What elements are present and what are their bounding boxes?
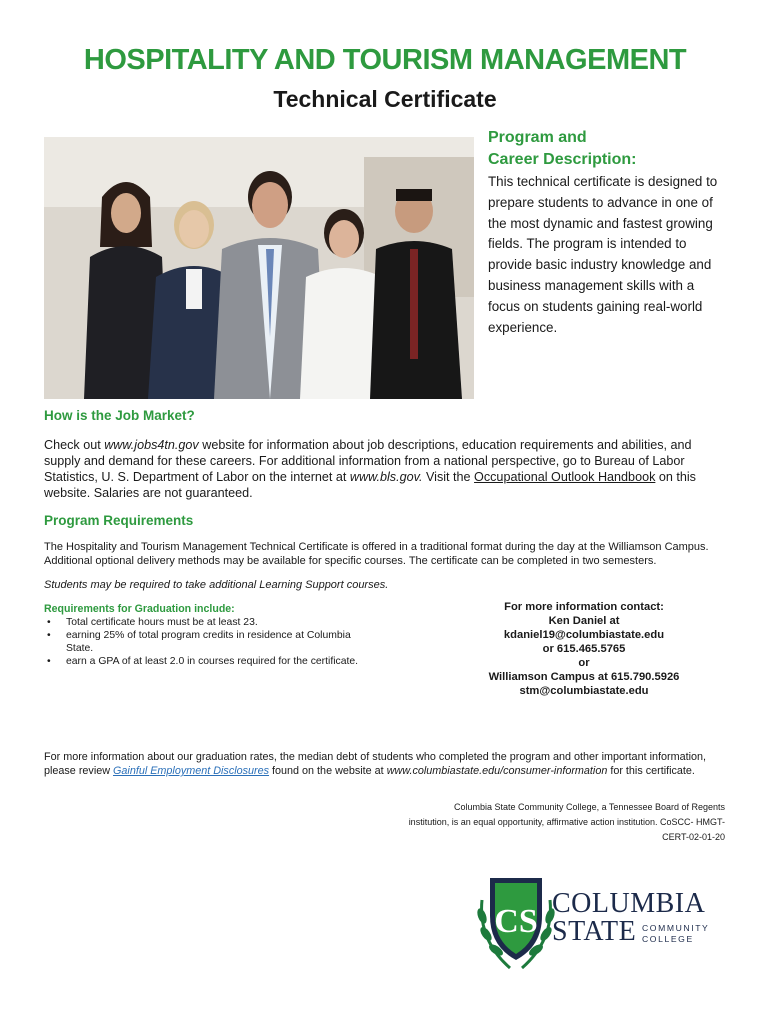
graduation-heading: Requirements for Graduation include: xyxy=(44,603,235,615)
occupational-outlook-handbook-link[interactable]: Occupational Outlook Handbook xyxy=(474,470,656,484)
contact-phone: or 615.465.5765 xyxy=(542,643,626,655)
job-market-heading: How is the Job Market? xyxy=(44,408,195,423)
job-market-text-4: on this website. Salaries are not guaranteed. xyxy=(44,470,696,500)
williamson-phone: Williamson Campus at 615.790.5926 xyxy=(488,671,680,683)
contact-name: Ken Daniel at xyxy=(548,615,620,627)
contact-block xyxy=(468,600,700,698)
learning-support-note: Students may be required to take additional Learning Support courses. xyxy=(44,579,389,591)
jobs4tn-link[interactable]: www.jobs4tn.gov xyxy=(104,438,199,452)
contact-or: or xyxy=(578,657,590,669)
requirements-heading: Program Requirements xyxy=(44,513,194,528)
gainful-employment-note xyxy=(44,750,728,778)
graduation-list xyxy=(44,616,374,668)
footer-line-1: Columbia State Community College, a Tennessee Board of Regents xyxy=(454,802,725,812)
graduation-item: • Total certificate hours must be at least 23. xyxy=(44,616,374,629)
program-description: This technical certificate is designed to prepare students to advance in one of the most dynamic and fastest growing fields. The program is intended to provide basic industry knowledge and business management skills with a focus on students gaining real-world experience. xyxy=(488,174,718,335)
job-market-text-3: Visit the xyxy=(422,470,475,484)
program-heading xyxy=(488,127,728,171)
graduation-item: • earning 25% of total program credits in residence at Columbia State. xyxy=(44,629,374,655)
logo-community: COMMUNITY xyxy=(642,923,710,933)
logo-community-college xyxy=(642,923,709,945)
logo-college: COLLEGE xyxy=(642,934,694,944)
gainful-text-2: found on the website at xyxy=(269,765,387,777)
job-market-text-1: Check out xyxy=(44,438,105,452)
document-subtitle: Technical Certificate xyxy=(273,86,497,112)
requirements-text: The Hospitality and Tourism Management Technical Certificate is offered in a traditional format during the day at the Williamson Campus. Additional optional delivery methods may be available for specific courses. The certificate can be completed in two semesters. xyxy=(44,541,709,567)
bls-link[interactable]: www.bls.gov. xyxy=(349,470,423,484)
williamson-email[interactable]: stm@columbiastate.edu xyxy=(519,685,649,697)
staff-photo xyxy=(44,137,474,399)
program-heading-line2: Career Description: xyxy=(488,151,637,168)
logo-columbia: COLUMBIA xyxy=(552,888,706,919)
contact-email[interactable]: kdaniel19@columbiastate.edu xyxy=(503,629,665,641)
job-market-text-2: website for information about job descriptions, education requirements and abilities, and supply and demand for these careers. For additional information from a national perspective, go to Bureau of Labor Statistics, U. S. Department of Labor on the internet at xyxy=(44,438,692,484)
footer-line-2: institution, is an equal opportunity, affirmative action institution. CoSCC- HMGT-CERT-02-01-20 xyxy=(408,817,725,842)
gainful-text-1: For more information about our graduation rates, the median debt of students who completed the program and other important information, please review xyxy=(44,751,706,777)
graduation-requirements xyxy=(44,603,374,668)
job-market-paragraph xyxy=(44,437,728,501)
contact-line-1: For more information contact: xyxy=(504,601,664,613)
columbia-state-logo xyxy=(476,870,716,980)
gainful-employment-disclosures-link[interactable]: Gainful Employment Disclosures xyxy=(113,765,270,777)
shield-laurel-icon xyxy=(476,870,556,978)
program-heading-line1: Program and xyxy=(488,129,587,146)
logo-state: STATE xyxy=(552,916,637,947)
graduation-item: • earn a GPA of at least 2.0 in courses required for the certificate. xyxy=(44,655,374,668)
staff-photo-illustration xyxy=(44,137,474,399)
institution-footer xyxy=(392,800,725,845)
consumer-information-link[interactable]: www.columbiastate.edu/consumer-information xyxy=(386,765,608,777)
gainful-text-3: for this certificate. xyxy=(607,765,695,777)
logo-monogram: CS xyxy=(494,903,538,940)
document-title: HOSPITALITY AND TOURISM MANAGEMENT xyxy=(83,44,687,76)
